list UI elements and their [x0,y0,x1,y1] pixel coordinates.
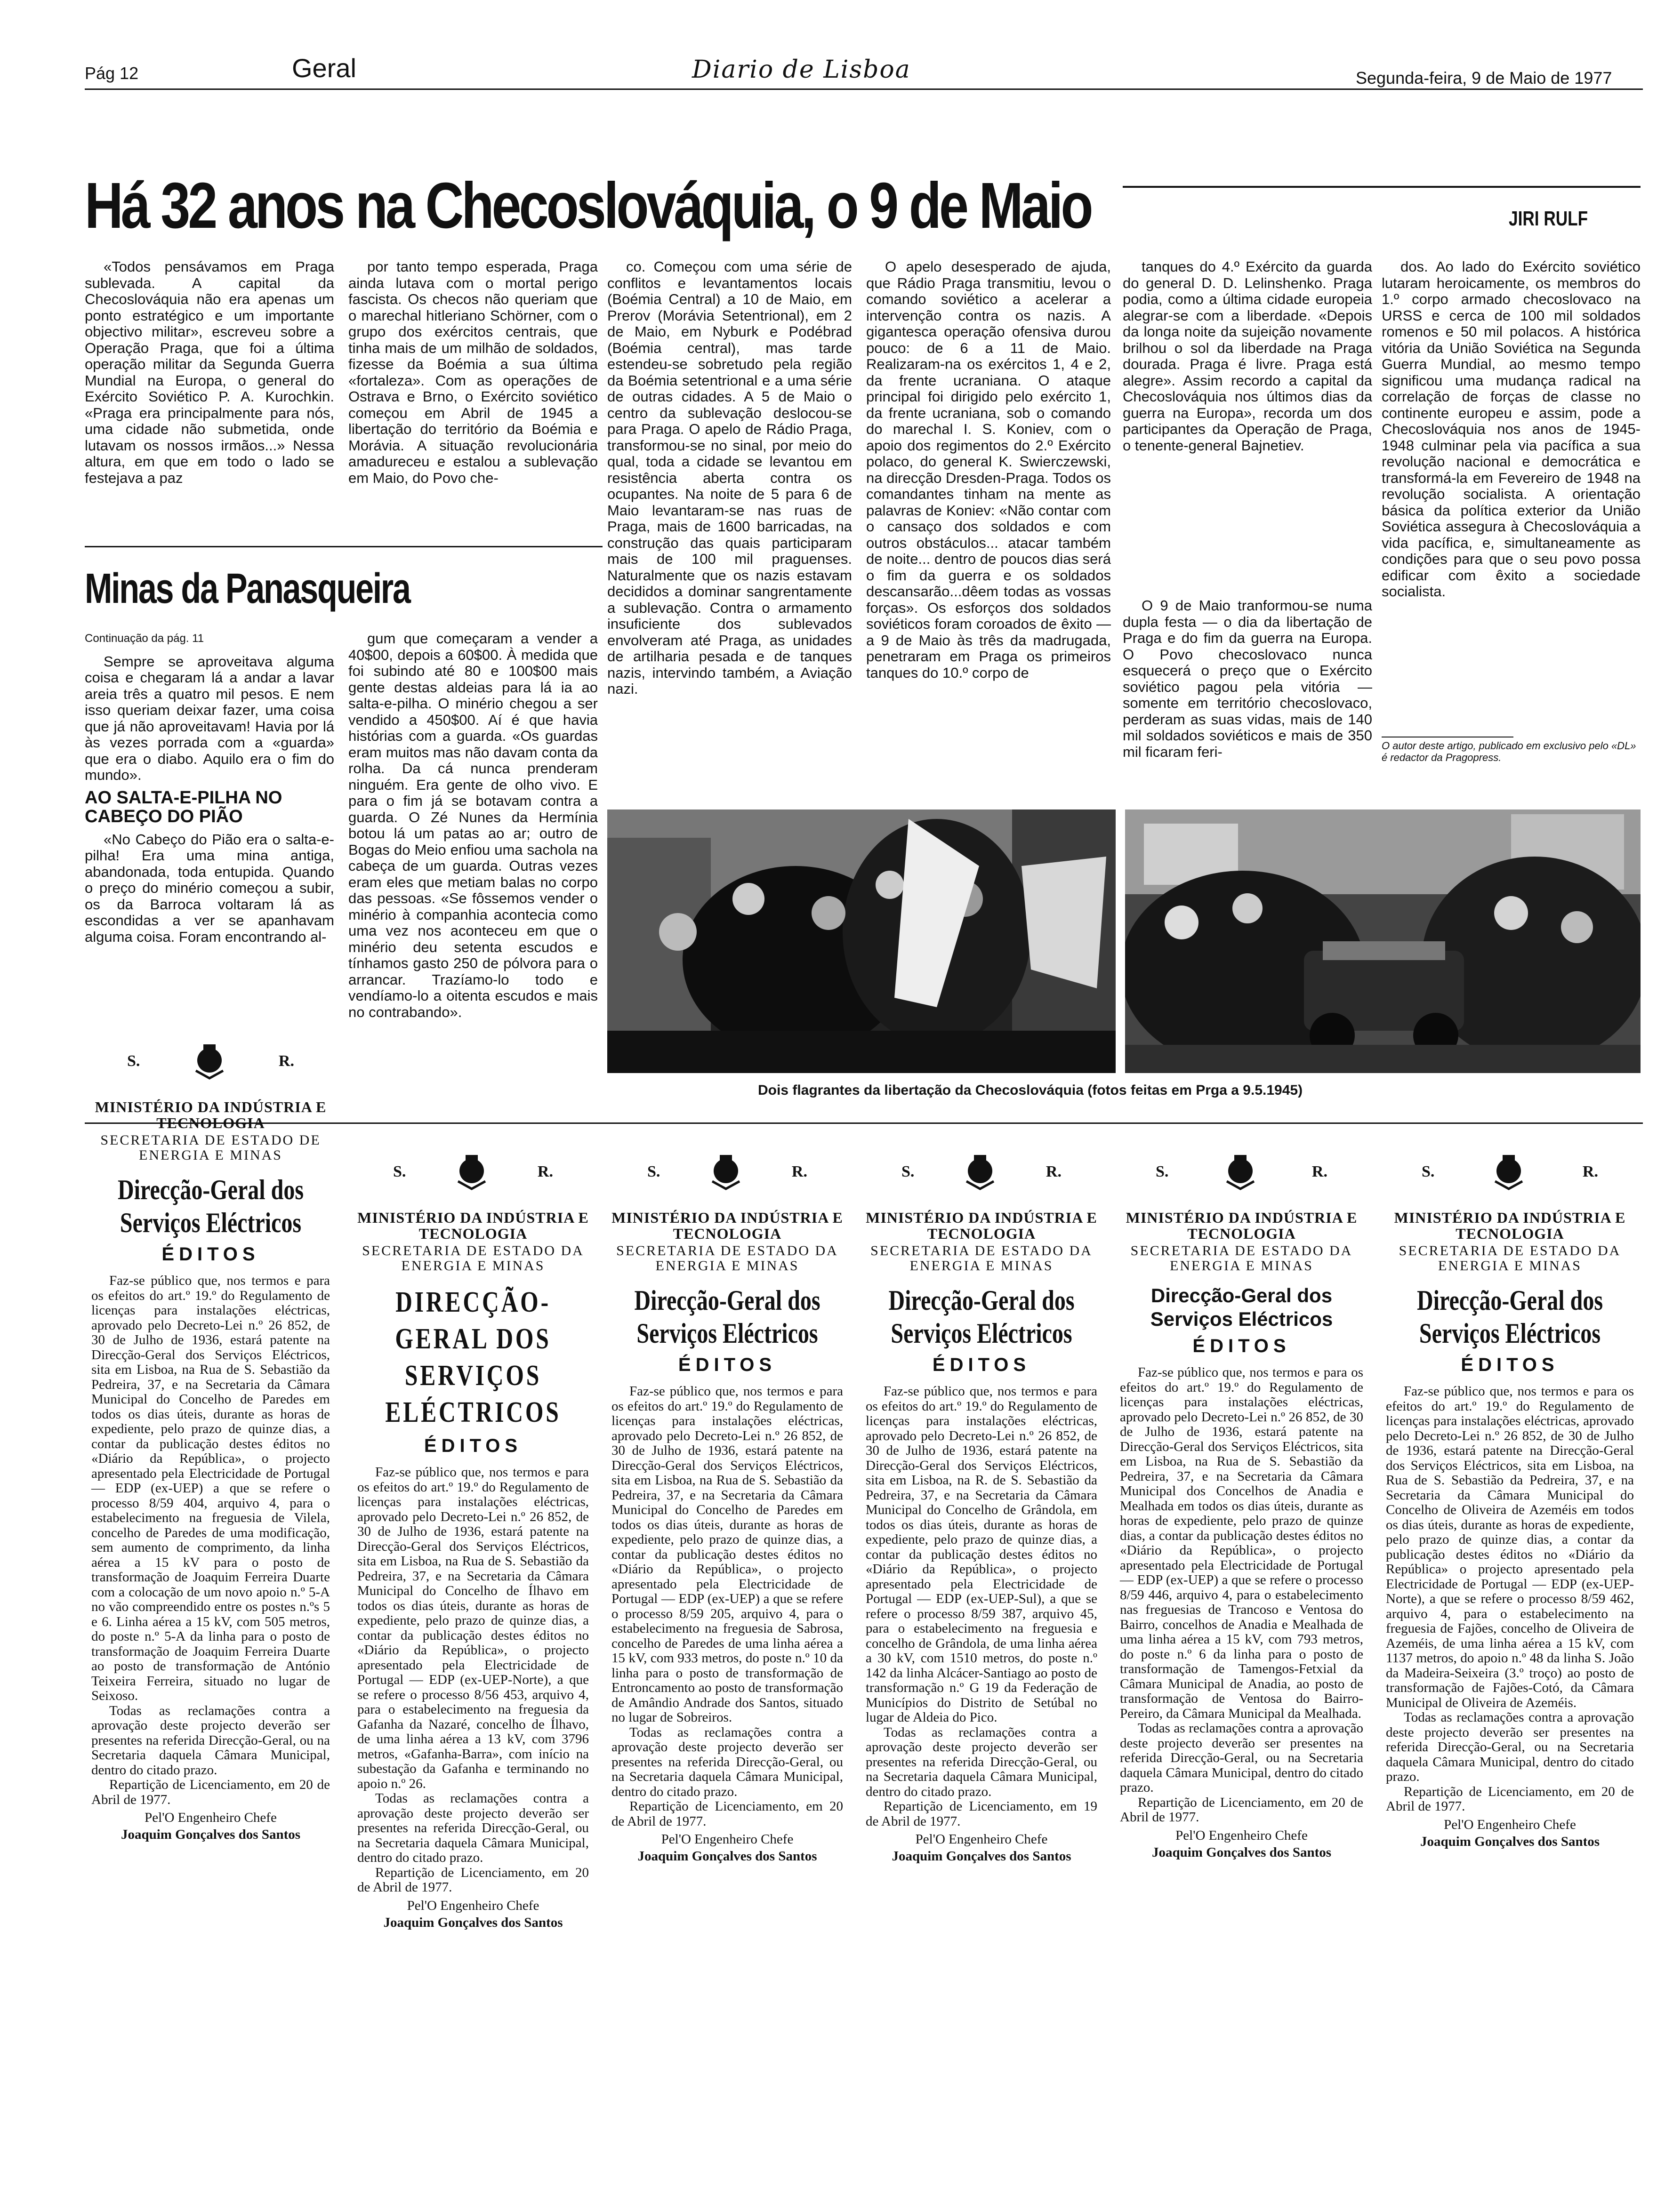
seal-letter-s: S. [393,1163,406,1180]
edital-secretariat: SECRETARIA DE ESTADO DA ENERGIA E MINAS [616,1243,838,1274]
article-column-7 [1382,259,1641,729]
article-text: tanques do 4.º Exército da guarda do general D. D. Lelinshenko. Praga podia, como a última cidade europeia alegrar-se com a liberdade. «Depois da longa noite da sujeição novamente brilhou o sol da liberdade na Praga dourada. Praga é livre. Praga está alegre». Assim recordo a capital da Checoslováquia nos últimos dias da guerra na Europa», recorda um dos participantes da Operação de Praga, o tenente-general Bajnetiev. [1123,259,1372,454]
edital-ministry: MINISTÉRIO DA INDÚSTRIA E TECNOLOGIA [95,1098,327,1131]
seal-letter-r: R. [278,1052,294,1070]
edital-3 [605,1134,850,2207]
edital-text: Faz-se público que, nos termos e para os efeitos do art.º 19.º do Regulamento de licenças para instalações eléctricas, aprovado pelo Decreto-Lei n.º 26 852, de 30 de Julho de 1936, estará patente na Direcção-Geral dos Serviços Eléctricos, sita em Lisboa, na Rua de S. Sebastião da Pedreira, 37, e na Secretaria da Câmara Municipal do Concelho de Oliveira de Azeméis em todos os dias úteis, durante as horas de expediente, pelo prazo de quinze dias, a contar da publicação destes éditos no «Diário da República» o projecto apresentado pela Electricidade de Portugal — EDP (ex-UEP-Norte), a que se refere o processo 8/59 462, arquivo 4, para o estabelecimento na freguesia de Fajões, concelho de Oliveira de Azeméis, de uma linha aérea a 15 kV, com 1137 metros, do apoio n.º 48 da linha S. João da Madeira-Seixeira (3.º troço) ao posto de transformação de Fajões-Cotó, da Câmara Municipal de Oliveira de Azeméis. [1386,1384,1634,1710]
edital-date: Repartição de Licenciamento, em 20 de Abril de 1977. [1120,1795,1363,1825]
edital-text: Faz-se público que, nos termos e para os efeitos do art.º 19.º do Regulamento de licenças para instalações eléctricas, aprovado pelo Decreto-Lei n.º 26 852, de 30 de Julho de 1936, estará patente na Direcção-Geral dos Serviços Eléctricos, sita em Lisboa, na Rua de S. Sebastião da Pedreira, 37, e na Secretaria da Câmara Municipal do Concelho de Paredes em todos os dias úteis, durante as horas de expediente, pelo prazo de quinze dias, a contar da publicação destes éditos no «Diário da República», o projecto apresentado pela Electricidade de Portugal — EDP (ex-UEP) a que se refere o processo 8/59 404, arquivo 4, para o estabelecimento na freguesia de Vilela, concelho de Paredes de uma modificação, sem aumento de comprimento, da linha aérea a 15 kV para o posto de transformação de Joaquim Ferreira Duarte com a colocação de um novo apoio n.º 5-A no vão compreendido entre os postes n.ºs 5 e 6. Linha aérea a 15 kV, com 505 metros, do poste n.º 5-A da linha para o posto de transformação de Joaquim Ferreira Duarte ao posto de transformação de António Teixeira Ferreira, situado no lugar de Seixoso. [91,1273,330,1703]
edital-sig-1: Pel'O Engenheiro Chefe [661,1832,794,1847]
edital-sig-1: Pel'O Engenheiro Chefe [407,1898,539,1913]
edital-secretariat: SECRETARIA DE ESTADO DA ENERGIA E MINAS [362,1243,584,1274]
article-column-1 [85,259,334,532]
issue-date: Segunda-feira, 9 de Maio de 1977 [1356,68,1612,88]
article-text: «Todos pensávamos em Praga sublevada. A capital da Checoslováquia não era apenas um ponto estratégico e um importante objectivo militar», escreveu sobre a Operação Praga, que foi a última operação militar da Segunda Guerra Mundial na Europa, o general do Exército Soviético P. A. Kurochkin. «Praga era principalmente para nós, uma cidade não submetida, onde lutavam os nossos irmãos...» Nessa altura, em que em todo o lado se festejava a paz [85,259,334,486]
coat-of-arms-icon [1492,1153,1525,1191]
edital-body [859,1384,1104,1829]
edital-sig-2: Joaquim Gonçalves dos Santos [892,1849,1071,1864]
edital-signature [1379,1816,1641,1850]
seal-letter-r: R. [537,1163,553,1180]
article-text: O 9 de Maio tranformou-se numa dupla festa — o dia da libertação de Praga e do fim da guerra na Europa. O Povo checoslovaco nunca esquecerá o preço que o Exército soviético pagou pela vitória — somente em território checoslovaco, perderam as suas vidas, mais de 140 mil soldados soviéticos e mais de 350 mil ficaram feri- [1123,598,1372,760]
edital-1 [85,1024,337,2207]
edital-dg: DIRECÇÃO-GERAL DOS SERVIÇOS ELÉCTRICOS [385,1286,561,1428]
coat-of-arms-icon [193,1042,226,1080]
edital-date: Repartição de Licenciamento, em 20 de Abril de 1977. [357,1865,589,1895]
edital-seal-row [1113,1134,1370,1210]
seal-letter-r: R. [1582,1163,1598,1180]
edital-6 [1379,1134,1641,2207]
liberation-photo-2 [1125,809,1641,1073]
coat-of-arms-icon [709,1153,742,1191]
article-text: O apelo desesperado de ajuda, que Rádio Praga transmitiu, levou o comando soviético a acelerar a intervenção contra os nazis. A gigantesca operação ofensiva durou pouco: de 6 a 11 de Maio. Realizaram-na os exércitos 1, 4 e 2, da frente ucraniana. O ataque principal foi dirigido pelo exército 1, da frente ucraniana, sob o comando do marechal I. S. Koniev, com o apoio dos regimentos do 2.º Exército polaco, do general K. Swierczewski, na direcção Dresden-Praga. Todos os comandantes tinham na mente as palavras de Koniev: «Não contar com o cansaço dos soldados e com outros obstáculos... atacar também de noite... dentro de poucos dias será o fim da guerra e os soldados descansarão...dêem todas as vossas forças». Os esforços dos soldados soviéticos foram coroados de êxito — a 9 de Maio às três da madrugada, penetraram em Praga os primeiros tanques do 10.º corpo de [866,259,1111,681]
minas-text: «No Cabeço do Pião era o salta-e-pilha! Era uma mina antiga, abandonada, toda entupida. Quando o preço do minério começou a subir, os da Barroca voltaram lá as escondidas a ver se apanhavam alguma coisa. Foram encontrando al- [85,831,334,945]
edital-text-2: Todas as reclamações contra a aprovação deste projecto deverão ser presentes na referida Direcção-Geral, ou na Secretaria daquela Câmara Municipal, dentro do citado prazo. [866,1724,1097,1799]
edital-sig-2: Joaquim Gonçalves dos Santos [1151,1844,1332,1860]
edital-text-2: Todas as reclamações contra a aprovação deste projecto deverão ser presentes na referida Direcção-Geral, ou na Secretaria daquela Câmara Municipal, dentro do citado prazo. [1386,1710,1634,1784]
minas-subhead: AO SALTA-E-PILHA NO CABEÇO DO PIÃO [85,787,282,826]
edital-secretariat: SECRETARIA DE ESTADO DA ENERGIA E MINAS [870,1243,1093,1274]
edital-seal-row [605,1134,850,1210]
edital-dg: Direcção-Geral dos Serviços Eléctricos [1417,1285,1603,1349]
edital-seal-row [85,1024,337,1099]
edital-sig-2: Joaquim Gonçalves dos Santos [121,1827,301,1842]
edital-dg: Direcção-Geral dos Serviços Eléctricos [634,1285,820,1349]
edital-text: Faz-se público que, nos termos e para os efeitos do art.º 19.º do Regulamento de licenças para instalações eléctricas, aprovado pelo Decreto-Lei n.º 26 852, de 30 de Julho de 1936, estará patente na Direcção-Geral dos Serviços Eléctricos, sita em Lisboa, na Rua de S. Sebastião da Pedreira, 37, e na Secretaria da Câmara Municipal do Concelho de Ílhavo em todos os dias úteis, durante as horas de expediente, pelo prazo de quinze dias, a contar da publicação destes éditos no «Diário da República», o projecto apresentado pela Electricidade de Portugal — EDP (ex-UEP-Norte), a que se refere o processo 8/56 453, arquivo 4, para o estabelecimento na freguesia da Gafanha da Nazaré, concelho de Ílhavo, de uma linha aérea a 13 kV, com 3796 metros, «Gafanha-Barra», com início na subestação da Gafanha e terminando no apoio n.º 26. [357,1465,589,1791]
minas-text: gum que começaram a vender a 40$00, depois a 60$00. À medida que foi subindo até 80 e 100$00 mais gente destas aldeias para lá ia ao salta-e-pilha. O minério chegou a ser vendido a 450$00. Aí é que havia histórias com a guarda. «Os guardas eram muitos mas não davam conta da rolha. Da cá nunca prenderam ninguém. Era gente de olho vivo. E para o fim já se botavam contra a guarda. O Zé Nunes da Hermínia botou lá um patas ao ar; outro de Bogas do Meio enfiou uma sachola na cabeça de um guarda. Outras vezes eram eles que metiam balas no corpo das pessoas. «Se fôssemos vender o minério à companhia acontecia como uma vez nos aconteceu em que o minério deu setenta escudos e tínhamos gasto 250 de pólvora para o arrancar. Trazíamo-lo todo e vendíamo-lo a oitenta escudos e mais no contrabando». [348,631,598,1020]
article-column-4 [866,259,1111,791]
edital-sig-1: Pel'O Engenheiro Chefe [145,1810,277,1825]
edital-secretariat: SECRETARIA DE ESTADO DE ENERGIA E MINAS [100,1132,321,1163]
edital-signature [351,1897,595,1931]
seal-letter-r: R. [1046,1163,1062,1180]
edital-dg: Direcção-Geral dos Serviços Eléctricos [118,1174,304,1238]
photo-jeep-crowd [1125,809,1641,1073]
edital-secretariat: SECRETARIA DE ESTADO DA ENERGIA E MINAS [1130,1243,1353,1274]
edital-sig-1: Pel'O Engenheiro Chefe [1444,1817,1576,1832]
edital-ministry: MINISTÉRIO DA INDÚSTRIA E TECNOLOGIA [357,1209,589,1242]
photo-crowd-soldiers [607,809,1116,1073]
article-text: co. Começou com uma série de conflitos e levantamentos locais (Boémia Central) a 10 de Maio, em Prerov (Morávia Setentrional), em 2 de Maio, em Nyburk e Podébrad (Boémia central), mas tarde estendeu-se sobretudo pela região da Boémia setentrional e a uma série de outras cidades. A 5 de Maio o centro da sublevação deslocou-se para Praga. O apelo de Rádio Praga, transformou-se no sinal, por meio do qual, toda a cidade se levantou em resistência aberta contra os ocupantes. Na noite de 5 para 6 de Maio levantaram-se nas ruas de Praga, mais de 1600 barricadas, na construção das quais participaram mais de 100 mil praguenses. Naturalmente que os nazis estavam decididos a dominar sangrentamente a sublevação. Contra o armamento insuficiente dos sublevados envolveram até Praga, as unidades de artilharia pesada e de tanques nazis, intervindo também, a Aviação nazi. [607,259,852,697]
photo-caption: Dois flagrantes da libertação da Checoslováquia (fotos feitas em Prga a 9.5.1945) [758,1082,1303,1098]
edital-body [85,1274,337,1807]
edital-text: Faz-se público que, nos termos e para os efeitos do art.º 19.º do Regulamento de licenças para instalações eléctricas, aprovado pelo Decreto-Lei n.º 26 852, de 30 de Julho de 1936, estará patente na Direcção-Geral dos Serviços Eléctricos, sita em Lisboa, na Rua de S. Sebastião da Pedreira, 37, e na Secretaria da Câmara Municipal do Concelho de Paredes em todos os dias úteis, durante as horas de expediente, pelo prazo de quinze dias, a contar da publicação destes éditos no «Diário da República», o projecto apresentado pela Electricidade de Portugal — EDP (ex-UEP) a que se refere o processo 8/59 205, arquivo 4, para o estabelecimento na freguesia de Sabrosa, concelho de Paredes de uma linha aérea a 15 kV, com 933 metros, do poste n.º 10 da linha para o posto de transformação de Entroncamento ao posto de transformação de Amândio Andrade dos Santos, situado no lugar de Sobreiros. [611,1384,843,1725]
seal-letter-s: S. [1156,1163,1169,1180]
edital-seal-row [859,1134,1104,1210]
edital-editos: ÉDITOS [424,1435,523,1456]
article-text: por tanto tempo esperada, Praga ainda lutava com o mortal perigo fascista. Os checos não queriam que o marechal hitleriano Schörner, com o grupo dos exércitos centrais, que tinha mais de um milhão de soldados, fizesse da Boémia a sua última «fortaleza». Com as operações de Ostrava e Brno, o Exército soviético começou em Abril de 1945 a libertação do território da Boémia e Morávia. A situação revolucionária amadureceu e estalou a sublevação em Maio, do Povo che- [348,259,598,486]
section-name: Geral [292,53,356,83]
seal-letter-r: R. [791,1163,807,1180]
edital-date: Repartição de Licenciamento, em 19 de Abril de 1977. [866,1799,1097,1829]
edital-body [605,1384,850,1829]
edital-text-2: Todas as reclamações contra a aprovação deste projecto deverão ser presentes na referida Direcção-Geral, ou na Secretaria daquela Câmara Municipal, dentro do citado prazo. [1120,1721,1363,1795]
edital-secretariat: SECRETARIA DE ESTADO DA ENERGIA E MINAS [1399,1243,1621,1274]
edital-signature [85,1809,337,1843]
minas-column-2 [348,631,598,1111]
edital-ministry: MINISTÉRIO DA INDÚSTRIA E TECNOLOGIA [866,1209,1097,1242]
edital-date: Repartição de Licenciamento, em 20 de Abril de 1977. [1386,1784,1634,1814]
seal-letter-r: R. [1311,1163,1327,1180]
minas-title: Minas da Panasqueira [85,565,410,612]
edital-text: Faz-se público que, nos termos e para os efeitos do art.º 19.º do Regulamento de licenças para instalações eléctricas, aprovado pelo Decreto-Lei n.º 26 852, de 30 de Julho de 1936, estará patente na Direcção-Geral dos Serviços Eléctricos, sita em Lisboa, na Rua de S. Sebastião da Pedreira, 37, e na Secretaria da Câmara Municipal dos Concelhos de Anadia e Mealhada em todos os dias úteis, durante as horas de expediente, pelo prazo de quinze dias, a contar da publicação destes éditos no «Diário da República», o projecto apresentado pela Electricidade de Portugal — EDP (ex-UEP) a que se refere o processo 8/59 446, arquivo 4, para o estabelecimento nas freguesias de Trancoso e Ventosa do Bairro, concelhos de Anadia e Mealhada de uma linha aérea a 15 kV, com 793 metros, do poste n.º 6 da linha para o posto de transformação de Tamengos-Fetxial da Câmara Municipal de Anadia, ao posto de transformação de Ventosa do Bairro-Pereiro, da Câmara Municipal da Mealhada. [1120,1365,1363,1721]
edital-sig-2: Joaquim Gonçalves dos Santos [383,1915,563,1930]
liberation-photo-1 [607,809,1116,1073]
article-column-2 [348,259,598,532]
edital-sig-1: Pel'O Engenheiro Chefe [1175,1827,1308,1843]
edital-dg: Direcção-Geral dos Serviços Eléctricos [888,1285,1075,1349]
coat-of-arms-icon [1224,1153,1257,1191]
author-note: O autor deste artigo, publicado em exclusivo pelo «DL» é redactor da Pragopress. [1382,740,1636,763]
edital-date: Repartição de Licenciamento, em 20 de Abril de 1977. [91,1777,330,1807]
edital-editos: ÉDITOS [1192,1336,1291,1356]
edital-ministry: MINISTÉRIO DA INDÚSTRIA E TECNOLOGIA [611,1209,843,1242]
edital-date: Repartição de Licenciamento, em 20 de Abril de 1977. [611,1799,843,1829]
headline: Há 32 anos na Checoslováquia, o 9 de Maio [85,169,1091,242]
edital-signature [1113,1827,1370,1861]
edital-ministry: MINISTÉRIO DA INDÚSTRIA E TECNOLOGIA [1126,1209,1358,1242]
byline-rule [1123,186,1641,188]
page-number: Pág 12 [85,64,139,83]
edital-sig-1: Pel'O Engenheiro Chefe [915,1832,1048,1847]
article-column-5 [1123,259,1372,541]
edital-signature [859,1831,1104,1865]
minas-column-1 [85,631,334,988]
article-column-3 [607,259,852,791]
edital-body [1379,1384,1641,1814]
edital-body [351,1465,595,1895]
edital-5 [1113,1134,1370,2207]
edital-sig-2: Joaquim Gonçalves dos Santos [1420,1834,1600,1849]
edital-seal-row [1379,1134,1641,1210]
edital-editos: ÉDITOS [1461,1354,1559,1375]
edital-ministry: MINISTÉRIO DA INDÚSTRIA E TECNOLOGIA [1394,1209,1626,1242]
article-text: dos. Ao lado do Exército soviético lutaram heroicamente, os membros do 1.º corpo armado checoslovaco na URSS e cerca de 100 mil soldados romenos e 50 mil polacos. A histórica vitória da União Soviética na Segunda Guerra Mundial, ao mesmo tempo significou uma mudança radical na correlação de forças de classe no continente europeu e assim, pode a Checoslováquia nos anos de 1945-1948 culminar pela via pacífica a sua revolução nacional e democrática e transformá-la em Fevereiro de 1948 na revolução socialista. A orientação básica da política exterior da União Soviética assegura à Checoslováquia a vida pacífica, e, simultaneamente as condições para que o seu povo possa edificar com êxito a sociedade socialista. [1382,259,1641,600]
masthead: Diario de Lisboa [692,56,911,84]
edital-text-2: Todas as reclamações contra a aprovação deste projecto deverão ser presentes na referida Direcção-Geral, ou na Secretaria daquela Câmara Municipal, dentro do citado prazo. [91,1703,330,1778]
edital-body [1113,1365,1370,1825]
edital-editos: ÉDITOS [161,1244,260,1265]
coat-of-arms-icon [964,1153,997,1191]
header-rule [85,88,1643,90]
minas-text: Sempre se aproveitava alguma coisa e chegaram lá a andar a lavar areia três a quatro mil pesos. E nem isso queriam deixar fazer, uma coisa que já não aproveitavam! Havia por lá às vezes porrada com a «guarda» que era o diabo. Aquilo era o fim do mundo». [85,653,334,783]
article-column-6 [1123,598,1372,791]
edital-text: Faz-se público que, nos termos e para os efeitos do art.º 19.º do Regulamento de licenças para instalações eléctricas, aprovado pelo Decreto-Lei n.º 26 852, de 30 de Julho de 1936, estará patente na Direcção-Geral dos Serviços Eléctricos, sita em Lisboa, na R. de S. Sebastião da Pedreira, 37, e na Secretaria da Câmara Municipal do Concelho de Grândola, em todos os dias úteis, durante as horas de expediente, pelo prazo de quinze dias, a contar da publicação destes éditos no «Diário da República», o projecto apresentado pela Electricidade de Portugal — EDP (ex-UEP-Sul), a que se refere o processo 8/59 387, arquivo 45, para o estabelecimento na freguesia e concelho de Grândola, de uma linha aérea a 30 kV, com 1510 metros, do poste n.º 142 da linha Alcácer-Santiago ao posto de transformação n.º G 19 da Federação de Municípios do Distrito de Setúbal no lugar de Aldeia do Pico. [866,1384,1097,1725]
seal-letter-s: S. [901,1163,915,1180]
edital-4 [859,1134,1104,2207]
coat-of-arms-icon [455,1153,488,1191]
seal-letter-s: S. [647,1163,660,1180]
edital-text-2: Todas as reclamações contra a aprovação deste projecto deverão ser presentes na referida Direcção-Geral, ou na Secretaria daquela Câmara Municipal, dentro do citado prazo. [611,1724,843,1799]
seal-letter-s: S. [1422,1163,1435,1180]
edital-dg: Direcção-Geral dos Serviços Eléctricos [1150,1284,1333,1330]
edital-text-2: Todas as reclamações contra a aprovação deste projecto deverão ser presentes na referida Direcção-Geral, ou na Secretaria daquela Câmara Municipal, dentro do citado prazo. [357,1791,589,1865]
continued-note: Continuação da pág. 11 [85,632,204,645]
edital-2 [351,1134,595,2207]
edital-editos: ÉDITOS [678,1354,777,1375]
edital-signature [605,1831,850,1865]
byline: JIRI RULF [1509,207,1588,230]
edital-sig-2: Joaquim Gonçalves dos Santos [637,1849,817,1864]
edital-seal-row [351,1134,595,1210]
edital-editos: ÉDITOS [932,1354,1031,1375]
minas-top-rule [85,546,603,547]
seal-letter-s: S. [127,1052,140,1070]
